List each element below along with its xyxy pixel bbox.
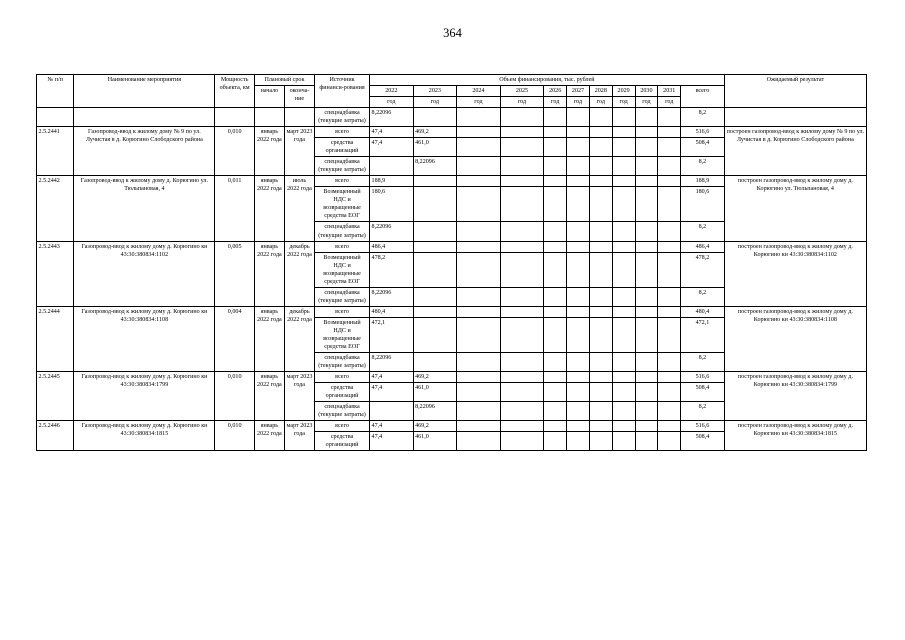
cell-empty <box>635 157 658 176</box>
cell-end: март 2023 года <box>284 371 314 420</box>
cell-empty <box>612 317 635 352</box>
cell-empty <box>567 432 590 451</box>
cell-value-2022: 180,6 <box>370 187 414 222</box>
cell-start: январь 2022 года <box>254 176 284 241</box>
cell-source: средства организаций <box>315 138 370 157</box>
cell-result: построен газопровод-ввод к жилому дому д. Корюгино кн 43:30:380834:1108 <box>724 306 866 371</box>
cell-total: 516,6 <box>681 127 725 138</box>
cell-empty <box>457 432 501 451</box>
cell-empty <box>457 157 501 176</box>
header-god-2027: год <box>567 97 590 108</box>
cell-value-2022: 47,4 <box>370 421 414 432</box>
cell-empty <box>500 432 544 451</box>
cell-start: январь 2022 года <box>254 421 284 451</box>
header-god-2023: год <box>413 97 457 108</box>
cell-total: 516,6 <box>681 421 725 432</box>
cell-value-2023 <box>413 241 457 252</box>
cell-empty <box>589 176 612 187</box>
table-row <box>37 241 867 252</box>
cell-empty <box>567 241 590 252</box>
header-year-2024: 2024 <box>457 86 501 97</box>
header-god-2025: год <box>500 97 544 108</box>
cell-total: 180,6 <box>681 187 725 222</box>
header-god-2028: год <box>589 97 612 108</box>
cell-source: спецнадбавка (текущие затраты) <box>315 352 370 371</box>
cell-num: 2.5.2442 <box>37 176 74 241</box>
cell-empty <box>544 432 567 451</box>
header-year-2023: 2023 <box>413 86 457 97</box>
cell-result: построен газопровод-ввод к жилому дому д. Корюгино кн 43:30:380834:1102 <box>724 241 866 306</box>
cell-value-2022: 47,4 <box>370 432 414 451</box>
cell-source: спецнадбавка (текущие затраты) <box>315 157 370 176</box>
cell-empty <box>635 252 658 287</box>
financing-table <box>36 74 867 451</box>
cell-name: Газопровод-ввод к жилому дому д. Корюгино кн 43:30:380834:1102 <box>74 241 215 306</box>
cell-empty <box>500 157 544 176</box>
cell-empty <box>658 222 681 241</box>
cell-empty <box>589 127 612 138</box>
header-term-start: начало <box>254 86 284 108</box>
cell-empty <box>612 127 635 138</box>
cell-num: 2.5.2444 <box>37 306 74 371</box>
cell-total: 478,2 <box>681 252 725 287</box>
header-god-2029: год <box>612 97 635 108</box>
header-num: № п/п <box>37 75 74 108</box>
cell-value-2022: 47,4 <box>370 127 414 138</box>
cell-empty <box>635 108 658 127</box>
cell-empty <box>612 421 635 432</box>
table-row <box>37 371 867 382</box>
cell-empty <box>544 252 567 287</box>
cell-empty <box>658 187 681 222</box>
cell-empty <box>635 187 658 222</box>
cell-source: спецнадбавка (текущие затраты) <box>315 222 370 241</box>
cell-value-2023 <box>413 187 457 222</box>
header-year-2027: 2027 <box>567 86 590 97</box>
cell-capacity: 0,004 <box>215 306 254 371</box>
cell-empty <box>500 127 544 138</box>
cell-total: 188,9 <box>681 176 725 187</box>
header-year-2029: 2029 <box>612 86 635 97</box>
cell-empty <box>612 176 635 187</box>
cell-empty <box>567 287 590 306</box>
cell-empty <box>254 108 284 127</box>
cell-source: средства организаций <box>315 383 370 402</box>
header-year-2030: 2030 <box>635 86 658 97</box>
cell-empty <box>457 306 501 317</box>
cell-value-2023 <box>413 252 457 287</box>
cell-empty <box>500 241 544 252</box>
cell-source: Возмещенный НДС и возвращенные средства ЕОГ <box>315 252 370 287</box>
cell-empty <box>612 383 635 402</box>
cell-empty <box>567 252 590 287</box>
cell-empty <box>612 352 635 371</box>
cell-end: декабрь 2022 года <box>284 306 314 371</box>
cell-empty <box>457 252 501 287</box>
cell-value-2023: 469,2 <box>413 127 457 138</box>
cell-total: 508,4 <box>681 383 725 402</box>
cell-empty <box>635 176 658 187</box>
cell-empty <box>457 138 501 157</box>
header-year-2031: 2031 <box>658 86 681 97</box>
header-total: всего <box>681 86 725 108</box>
cell-empty <box>612 402 635 421</box>
cell-empty <box>589 222 612 241</box>
cell-empty <box>589 157 612 176</box>
cell-empty <box>567 317 590 352</box>
cell-value-2022: 47,4 <box>370 371 414 382</box>
cell-empty <box>544 421 567 432</box>
cell-empty <box>457 108 501 127</box>
cell-empty <box>658 371 681 382</box>
cell-source: спецнадбавка (текущие затраты) <box>315 402 370 421</box>
cell-value-2022: 8,22096 <box>370 352 414 371</box>
cell-value-2023 <box>413 176 457 187</box>
cell-empty <box>635 222 658 241</box>
cell-empty <box>457 187 501 222</box>
cell-empty <box>457 127 501 138</box>
cell-empty <box>567 187 590 222</box>
header-term: Плановый срок <box>254 75 314 86</box>
cell-empty <box>612 222 635 241</box>
cell-empty <box>500 306 544 317</box>
financing-table-container <box>36 74 867 584</box>
cell-empty <box>74 108 215 127</box>
table-row <box>37 176 867 187</box>
cell-name: Газопровод-ввод к жилому дому д. Корюгино кн 43:30:380834:1815 <box>74 421 215 451</box>
cell-empty <box>658 138 681 157</box>
cell-empty <box>589 108 612 127</box>
cell-empty <box>658 127 681 138</box>
table-row-continuation <box>37 108 867 127</box>
cell-value-2022: 472,1 <box>370 317 414 352</box>
cell-name: Газопровод-ввод к жилому дому д. Корюгино кн 43:30:380834:1108 <box>74 306 215 371</box>
cell-empty <box>658 287 681 306</box>
cell-total: 480,4 <box>681 306 725 317</box>
cell-empty <box>612 187 635 222</box>
cell-value-2022: 486,4 <box>370 241 414 252</box>
cell-empty <box>544 187 567 222</box>
header-god-2026: год <box>544 97 567 108</box>
cell-empty <box>635 421 658 432</box>
cell-empty <box>500 402 544 421</box>
cell-empty <box>567 157 590 176</box>
header-god-2030: год <box>635 97 658 108</box>
cell-empty <box>567 352 590 371</box>
cell-empty <box>544 402 567 421</box>
cell-empty <box>635 432 658 451</box>
cell-capacity: 0,005 <box>215 241 254 306</box>
cell-empty <box>635 306 658 317</box>
cell-source: спецнадбавка (текущие затраты) <box>315 287 370 306</box>
cell-empty <box>635 138 658 157</box>
cell-empty <box>500 176 544 187</box>
cell-start: январь 2022 года <box>254 127 284 176</box>
header-year-2028: 2028 <box>589 86 612 97</box>
cell-empty <box>544 287 567 306</box>
cell-empty <box>457 383 501 402</box>
cell-empty <box>589 402 612 421</box>
cell-value-2022: 47,4 <box>370 138 414 157</box>
cell-capacity: 0,010 <box>215 421 254 451</box>
cell-empty <box>658 252 681 287</box>
cell-empty <box>658 352 681 371</box>
cell-empty <box>567 127 590 138</box>
cell-total: 8,2 <box>681 402 725 421</box>
cell-empty <box>457 176 501 187</box>
cell-total: 8,2 <box>681 108 725 127</box>
cell-total: 472,1 <box>681 317 725 352</box>
cell-value-2023 <box>413 317 457 352</box>
cell-empty <box>567 176 590 187</box>
cell-empty <box>589 287 612 306</box>
cell-num: 2.5.2443 <box>37 241 74 306</box>
cell-total: 8,2 <box>681 222 725 241</box>
cell-empty <box>500 383 544 402</box>
cell-empty <box>500 222 544 241</box>
cell-value-2023 <box>413 287 457 306</box>
cell-empty <box>635 317 658 352</box>
cell-end: июль 2022 года <box>284 176 314 241</box>
cell-empty <box>612 287 635 306</box>
cell-start: январь 2022 года <box>254 306 284 371</box>
cell-end: март 2023 года <box>284 127 314 176</box>
cell-value-2023 <box>413 306 457 317</box>
cell-empty <box>500 421 544 432</box>
cell-empty <box>589 421 612 432</box>
cell-value-2023: 469,2 <box>413 421 457 432</box>
cell-empty <box>567 306 590 317</box>
cell-empty <box>612 306 635 317</box>
header-year-2022: 2022 <box>370 86 414 97</box>
cell-source: спецнадбавка (текущие затраты) <box>315 108 370 127</box>
cell-source: всего <box>315 421 370 432</box>
cell-capacity: 0,011 <box>215 176 254 241</box>
cell-empty <box>500 352 544 371</box>
cell-empty <box>658 157 681 176</box>
header-god-2022: год <box>370 97 414 108</box>
cell-empty <box>544 371 567 382</box>
cell-empty <box>37 108 74 127</box>
cell-empty <box>612 108 635 127</box>
header-volume: Объем финансирования, тыс. рублей <box>370 75 725 86</box>
header-name: Наименование мероприятия <box>74 75 215 108</box>
cell-empty <box>635 241 658 252</box>
cell-empty <box>567 402 590 421</box>
cell-value-2023: 469,2 <box>413 371 457 382</box>
cell-empty <box>658 421 681 432</box>
cell-value-2022: 47,4 <box>370 383 414 402</box>
cell-empty <box>658 108 681 127</box>
cell-end: март 2023 года <box>284 421 314 451</box>
cell-empty <box>635 402 658 421</box>
cell-empty <box>457 402 501 421</box>
cell-empty <box>284 108 314 127</box>
cell-value-2023: 461,0 <box>413 138 457 157</box>
cell-source: Возмещенный НДС и возвращенные средства ЕОГ <box>315 317 370 352</box>
table-row <box>37 306 867 317</box>
cell-num: 2.5.2446 <box>37 421 74 451</box>
cell-num: 2.5.2445 <box>37 371 74 420</box>
table-row <box>37 127 867 138</box>
cell-name: Газопровод-ввод к жилому дому д. Корюгино кн 43:30:380834:1799 <box>74 371 215 420</box>
cell-result: построен газопровод-ввод к жилому дому д. Корюгино кн 43:30:380834:1799 <box>724 371 866 420</box>
cell-empty <box>635 383 658 402</box>
cell-empty <box>612 241 635 252</box>
cell-empty <box>658 306 681 317</box>
cell-empty <box>612 432 635 451</box>
page-number: 364 <box>443 26 462 40</box>
cell-empty <box>612 157 635 176</box>
cell-total: 8,2 <box>681 157 725 176</box>
cell-empty <box>589 187 612 222</box>
cell-empty <box>612 252 635 287</box>
cell-empty <box>457 421 501 432</box>
cell-end: декабрь 2022 года <box>284 241 314 306</box>
cell-empty <box>612 371 635 382</box>
cell-empty <box>589 383 612 402</box>
cell-name: Газопровод-ввод к жилому дому д. Корюгино ул. Тюльпановая, 4 <box>74 176 215 241</box>
cell-empty <box>658 317 681 352</box>
cell-empty <box>544 108 567 127</box>
header-god-2024: год <box>457 97 501 108</box>
cell-empty <box>544 138 567 157</box>
cell-empty <box>658 432 681 451</box>
cell-empty <box>500 108 544 127</box>
cell-value-2022: 478,2 <box>370 252 414 287</box>
cell-empty <box>567 421 590 432</box>
cell-value-2023: 461,0 <box>413 432 457 451</box>
cell-empty <box>658 241 681 252</box>
cell-capacity: 0,010 <box>215 127 254 176</box>
cell-source: всего <box>315 371 370 382</box>
cell-value-2023 <box>413 222 457 241</box>
cell-empty <box>500 187 544 222</box>
cell-total: 516,6 <box>681 371 725 382</box>
cell-value-2022: 8,22096 <box>370 287 414 306</box>
cell-empty <box>500 138 544 157</box>
cell-empty <box>457 352 501 371</box>
cell-empty <box>413 108 457 127</box>
cell-source: всего <box>315 241 370 252</box>
cell-empty <box>544 127 567 138</box>
cell-empty <box>635 127 658 138</box>
cell-empty <box>658 383 681 402</box>
cell-empty <box>589 241 612 252</box>
header-year-2026: 2026 <box>544 86 567 97</box>
cell-empty <box>457 241 501 252</box>
cell-value-2022 <box>370 157 414 176</box>
cell-empty <box>215 108 254 127</box>
cell-total: 8,2 <box>681 352 725 371</box>
cell-empty <box>589 306 612 317</box>
cell-empty <box>635 371 658 382</box>
cell-value-2022: 188,9 <box>370 176 414 187</box>
cell-result: построен газопровод-ввод к жилому дому д. Корюгино ул. Тюльпановая, 4 <box>724 176 866 241</box>
cell-source: всего <box>315 127 370 138</box>
cell-value-2023: 8,22096 <box>413 402 457 421</box>
cell-empty <box>658 402 681 421</box>
cell-value-2023: 461,0 <box>413 383 457 402</box>
cell-empty <box>457 371 501 382</box>
cell-empty <box>544 306 567 317</box>
cell-empty <box>724 108 866 127</box>
cell-empty <box>500 371 544 382</box>
cell-empty <box>544 176 567 187</box>
cell-empty <box>567 383 590 402</box>
cell-empty <box>500 317 544 352</box>
cell-empty <box>544 317 567 352</box>
cell-empty <box>635 287 658 306</box>
cell-empty <box>500 287 544 306</box>
cell-empty <box>567 138 590 157</box>
cell-empty <box>567 222 590 241</box>
header-year-2025: 2025 <box>500 86 544 97</box>
cell-empty <box>457 317 501 352</box>
cell-start: январь 2022 года <box>254 371 284 420</box>
cell-total: 8,2 <box>681 287 725 306</box>
cell-empty <box>589 432 612 451</box>
cell-total: 486,4 <box>681 241 725 252</box>
cell-source: Возмещенный НДС и возвращенные средства ЕОГ <box>315 187 370 222</box>
cell-empty <box>589 352 612 371</box>
cell-empty <box>457 222 501 241</box>
cell-source: всего <box>315 176 370 187</box>
cell-empty <box>635 352 658 371</box>
cell-start: январь 2022 года <box>254 241 284 306</box>
cell-value-2023: 8,22096 <box>413 157 457 176</box>
cell-empty <box>567 108 590 127</box>
cell-value-2022: 480,4 <box>370 306 414 317</box>
table-row <box>37 421 867 432</box>
cell-empty <box>544 352 567 371</box>
header-capacity: Мощность объекта, км <box>215 75 254 108</box>
cell-empty <box>589 138 612 157</box>
cell-source: средства организаций <box>315 432 370 451</box>
cell-empty <box>544 241 567 252</box>
cell-empty <box>612 138 635 157</box>
cell-name: Газопровод-ввод к жилому дому № 9 по ул. Лучистая в д. Корюгино Слободского района <box>74 127 215 176</box>
cell-empty <box>567 371 590 382</box>
header-row-1 <box>37 75 867 86</box>
cell-value-2022: 8,22096 <box>370 222 414 241</box>
cell-empty <box>544 157 567 176</box>
cell-empty <box>544 222 567 241</box>
header-result: Ожидаемый результат <box>724 75 866 108</box>
cell-capacity: 0,010 <box>215 371 254 420</box>
cell-empty <box>457 287 501 306</box>
cell-result: построен газопровод-ввод к жилому дому д. Корюгино кн 43:30:380834:1815 <box>724 421 866 451</box>
cell-value-2022: 8,22096 <box>370 108 414 127</box>
cell-result: построен газопровод-ввод к жилому дому № 9 по ул. Лучистая в д. Корюгино Слободского района <box>724 127 866 176</box>
cell-value-2022 <box>370 402 414 421</box>
cell-total: 508,4 <box>681 432 725 451</box>
cell-empty <box>589 252 612 287</box>
cell-source: всего <box>315 306 370 317</box>
header-god-2031: год <box>658 97 681 108</box>
cell-empty <box>589 317 612 352</box>
cell-value-2023 <box>413 352 457 371</box>
header-source: Источник финанси-рования <box>315 75 370 108</box>
cell-total: 508,4 <box>681 138 725 157</box>
cell-num: 2.5.2441 <box>37 127 74 176</box>
header-term-end: оконча-ние <box>284 86 314 108</box>
cell-empty <box>658 176 681 187</box>
cell-empty <box>589 371 612 382</box>
cell-empty <box>544 383 567 402</box>
cell-empty <box>500 252 544 287</box>
